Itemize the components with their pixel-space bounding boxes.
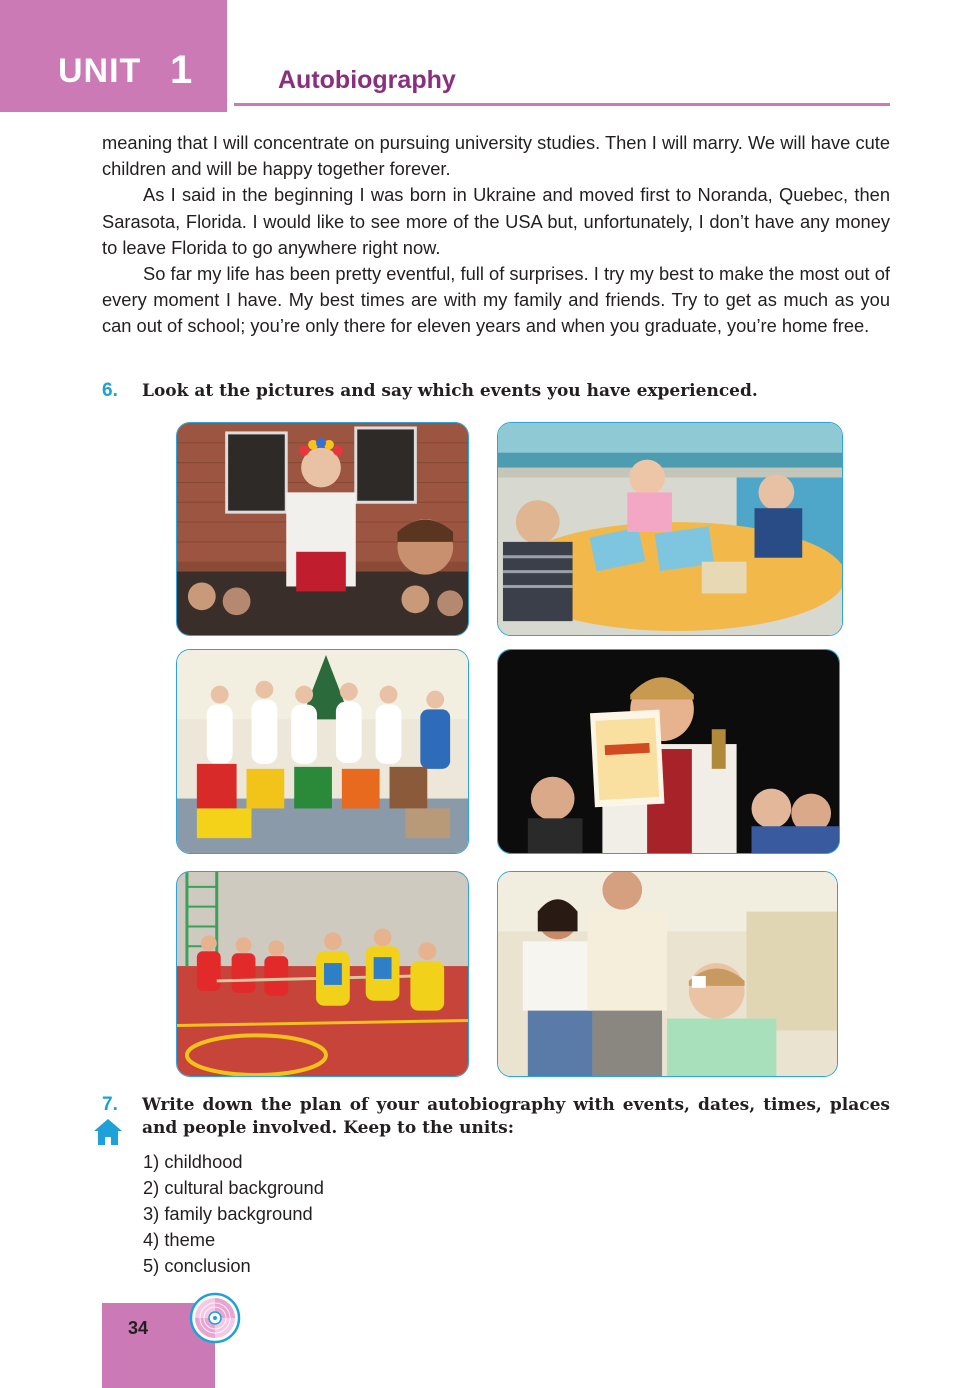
- photo-tug-of-war: [176, 871, 469, 1077]
- page-title: Autobiography: [278, 66, 456, 94]
- photo-girl-in-wreath: [176, 422, 469, 636]
- list-item: 3) family background: [143, 1203, 313, 1224]
- unit-number: 1: [170, 48, 193, 92]
- header-divider: [234, 103, 890, 106]
- home-icon: [92, 1117, 124, 1147]
- paragraph-3: So far my life has been pretty eventful, full of surprises. I try my best to make the most out of every moment I have. My best times are with my family and friends. Try to get as much as you can out of school; you’re only there for eleven years and when you graduate, you’re home free.: [102, 263, 890, 337]
- list-item: 1) childhood: [143, 1151, 243, 1172]
- list-item: 4) theme: [143, 1229, 216, 1250]
- paragraph-2: As I said in the beginning I was born in Ukraine and moved first to Noranda, Quebec, then Sarasota, Florida. I would like to see more of the USA but, unfortunately, I don’t have any money to leave Florida to go anywhere right now.: [102, 184, 890, 258]
- unit-label: UNIT: [58, 52, 142, 90]
- photo-kindergarten-table: [497, 422, 843, 636]
- photo-family-portrait: [497, 871, 838, 1077]
- task-6-number: 6.: [102, 380, 118, 401]
- page-number: 34: [128, 1318, 149, 1338]
- photo-new-year-party: [176, 649, 469, 854]
- cd-icon: [189, 1292, 241, 1344]
- plan-list: [143, 1149, 324, 1279]
- body-text: [102, 130, 890, 340]
- list-item: 5) conclusion: [143, 1255, 251, 1276]
- paragraph-1: meaning that I will concentrate on pursuing university studies. Then I will marry. We will have cute children and will be happy together forever.: [102, 132, 890, 180]
- task-6-instruction: Look at the pictures and say which events you have experienced.: [142, 381, 758, 401]
- task-7-number: 7.: [102, 1094, 118, 1115]
- task-7-instruction: Write down the plan of your autobiography with events, dates, times, places and people involved. Keep to the units:: [142, 1095, 890, 1138]
- photo-boy-with-diploma: [497, 649, 840, 854]
- list-item: 2) cultural background: [143, 1177, 324, 1198]
